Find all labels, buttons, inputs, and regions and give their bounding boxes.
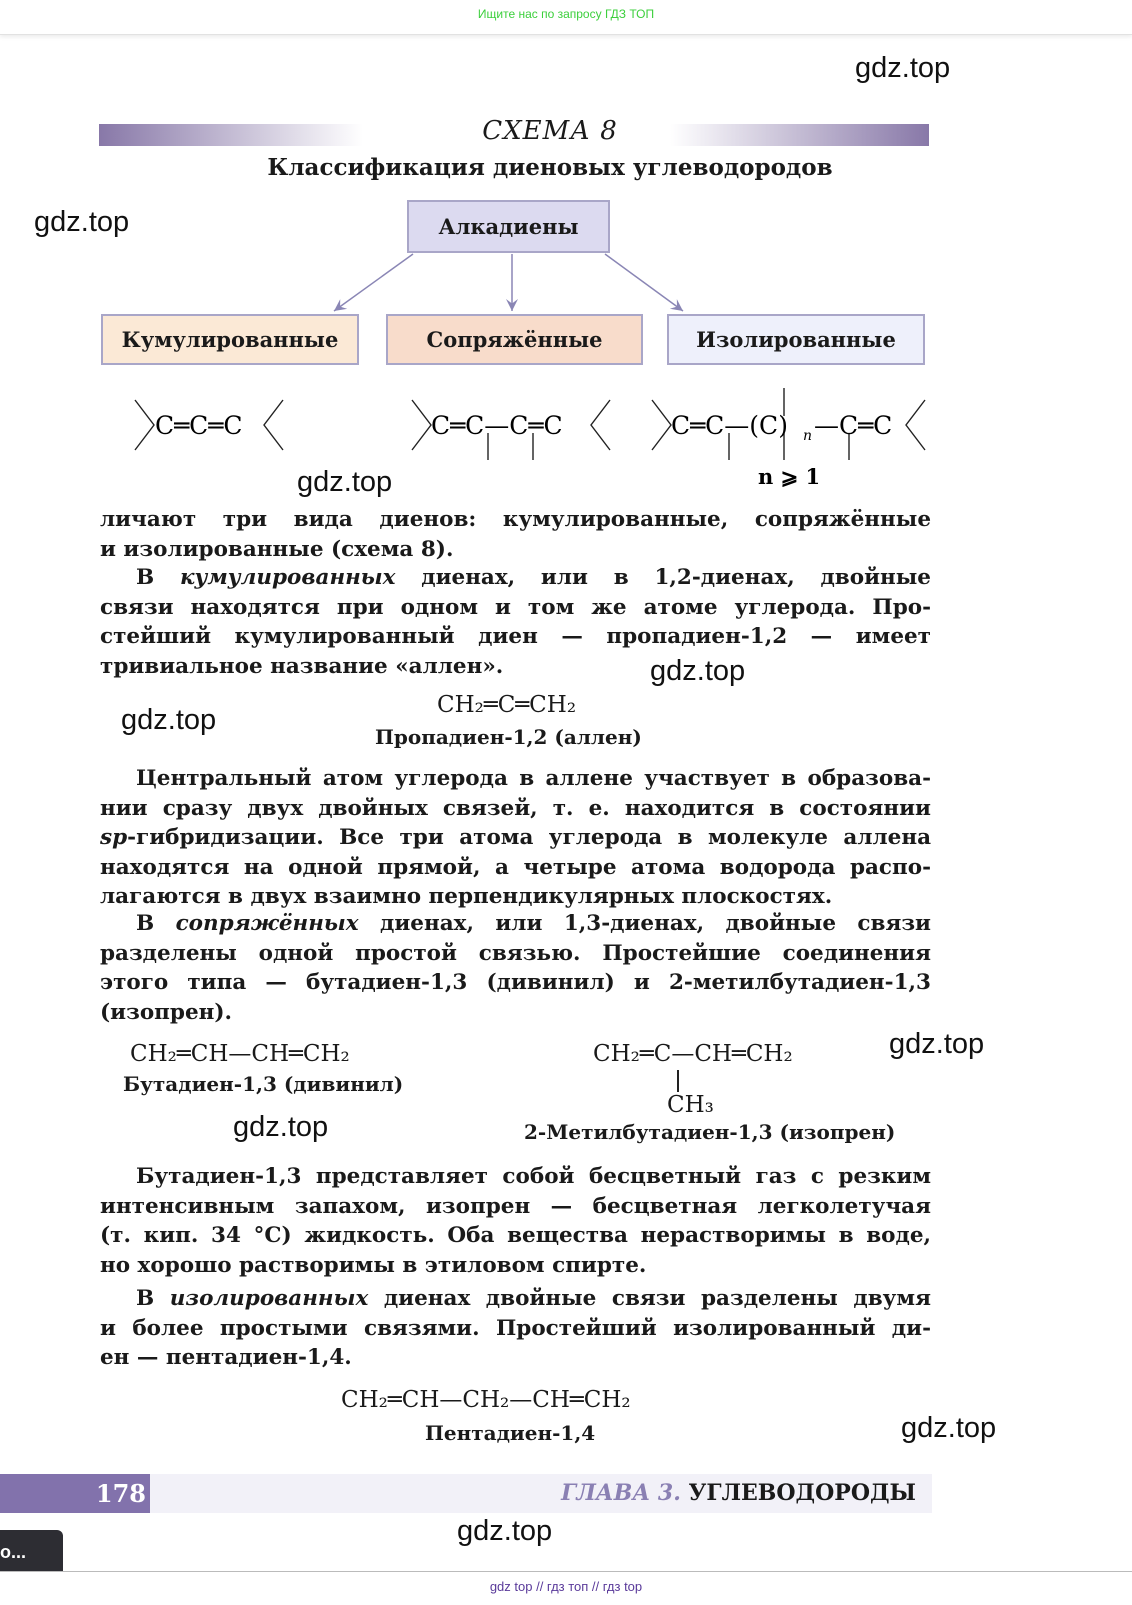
allene-name: Пропадиен-1,2 (аллен) [375, 725, 642, 749]
watermark: gdz.top [457, 1515, 553, 1547]
text-line [100, 1251, 931, 1281]
text-line [100, 505, 931, 535]
formula-isolated-sub: n [803, 428, 813, 444]
divider [0, 1571, 1132, 1572]
page-number: 178 [0, 1474, 150, 1513]
text-segment: В [136, 911, 176, 936]
text-segment: -гибридизации. Все три атома углерода в молекуле аллена [127, 825, 931, 851]
formula-cumulated: C═C═C [155, 411, 243, 440]
formula-isolated-a: C═C—(C) [671, 411, 788, 440]
text-line [100, 1162, 931, 1192]
text-segment: ен — пентадиен-1,4. [100, 1345, 352, 1371]
formula-conjugated: C═C—C═C [431, 411, 563, 440]
watermark: gdz.top [233, 1111, 329, 1143]
butadiene-name: Бутадиен-1,3 (дивинил) [123, 1072, 404, 1096]
text-segment: связи находятся при одном и том же атоме углерода. Про- [100, 594, 931, 620]
watermark: gdz.top [121, 704, 217, 736]
text-line [100, 764, 931, 794]
chapter-title: УГЛЕВОДОРОДЫ [688, 1480, 916, 1506]
text-segment: стейший кумулированный диен — пропадиен-1,2 — имеет [100, 624, 931, 650]
isoprene-branch-bond [677, 1070, 679, 1092]
allene-formula: CH₂═C═CH₂ [437, 692, 577, 718]
text-segment: и изолированные (схема 8). [100, 536, 454, 562]
schema-title: Классификация диеновых углеводородов [267, 154, 833, 181]
text-line [100, 1343, 931, 1373]
watermark: gdz.top [889, 1028, 985, 1060]
text-line [100, 1284, 931, 1314]
text-line [100, 882, 931, 912]
arrow-isolated [605, 254, 683, 311]
emphasis: изолированных [169, 1286, 369, 1311]
text-line [100, 1221, 931, 1251]
pentadiene-formula: CH₂═CH—CH₂—CH═CH₂ [341, 1387, 631, 1413]
box-conjugated: Сопряжённые [386, 314, 643, 365]
arrow-cumulated [334, 254, 413, 311]
box-cumulated: Кумулированные [101, 314, 359, 365]
text-line [100, 853, 931, 883]
text-line [100, 1314, 931, 1344]
text-line [100, 652, 931, 682]
text-segment: но хорошо растворимы в этиловом спирте. [100, 1252, 647, 1278]
text-line [100, 998, 931, 1028]
floating-button[interactable]: o... [0, 1530, 63, 1572]
text-segment: нии сразу двух двойных связей, т. е. находится в состоянии [100, 795, 931, 821]
text-segment: В [136, 565, 180, 590]
box-alkadienes: Алкадиены [407, 200, 610, 253]
formula-isolated-b: —C═C [814, 411, 893, 440]
text-segment: (т. кип. 34 °C) жидкость. Оба вещества нерастворимы в воде, [100, 1223, 931, 1249]
text-segment: диенах двойные связи разделены двумя [368, 1286, 931, 1311]
text-segment: (изопрен). [100, 999, 233, 1025]
butadiene-formula: CH₂═CH—CH═CH₂ [130, 1041, 350, 1067]
text-segment: Бутадиен-1,3 представляет собой бесцветный газ с резким [136, 1164, 931, 1189]
text-segment: этого типа — бутадиен-1,3 (дивинил) и 2-метилбутадиен-1,3 [100, 970, 931, 996]
watermark: gdz.top [297, 466, 393, 498]
text-line [100, 622, 931, 652]
box-isolated: Изолированные [667, 314, 925, 365]
text-segment: тривиальное название «аллен». [100, 653, 504, 679]
text-segment: диенах, или в 1,2-диенах, двойные [395, 565, 931, 590]
bottom-links[interactable]: gdz top // гдз топ // гдз top [489, 1579, 643, 1594]
text-line [100, 593, 931, 623]
watermark: gdz.top [34, 206, 130, 238]
text-segment: В [136, 1286, 170, 1311]
text-segment: интенсивным запахом, изопрен — бесцветная легколетучая [100, 1193, 931, 1219]
text-segment: лагаются в двух взаимно перпендикулярных плоскостях. [100, 884, 833, 910]
emphasis: кумулированных [179, 565, 396, 590]
text-segment: разделены одной простой связью. Простейшие соединения [100, 940, 931, 966]
text-line [100, 909, 931, 939]
watermark: gdz.top [901, 1412, 997, 1444]
running-footer [150, 1474, 932, 1513]
text-segment: Центральный атом углерода в аллене участвует в образова- [136, 766, 931, 791]
schema-label: СХЕМА 8 [482, 116, 618, 146]
emphasis: сопряжённых [175, 911, 359, 936]
text-line [100, 968, 931, 998]
watermark: gdz.top [650, 655, 746, 687]
banner-text: Ищите нас по запросу ГДЗ ТОП [477, 7, 655, 21]
chapter-label: ГЛАВА 3. [561, 1480, 681, 1506]
watermark: gdz.top [855, 52, 951, 84]
text-line [100, 823, 931, 853]
text-line [100, 939, 931, 969]
text-line [100, 563, 931, 593]
n-condition: n ⩾ 1 [758, 464, 821, 489]
isoprene-name: 2-Метилбутадиен-1,3 (изопрен) [524, 1120, 896, 1144]
pentadiene-name: Пентадиен-1,4 [425, 1421, 596, 1445]
text-segment: диенах, или 1,3-диенах, двойные связи [358, 911, 931, 936]
text-segment: и более простыми связями. Простейший изолированный ди- [100, 1315, 931, 1341]
isoprene-formula: CH₂═C—CH═CH₂ [593, 1041, 793, 1067]
schema-arrows [0, 0, 1132, 330]
isoprene-branch: CH₃ [667, 1092, 714, 1118]
text-segment: находятся на одной прямой, а четыре атома водорода распо- [100, 854, 931, 880]
text-segment: личают три вида диенов: кумулированные, сопряжённые [100, 507, 931, 532]
text-line [100, 1192, 931, 1222]
text-line [100, 535, 931, 565]
structural-formulas [0, 380, 1132, 490]
emphasis: sp [100, 825, 128, 851]
text-line [100, 794, 931, 824]
